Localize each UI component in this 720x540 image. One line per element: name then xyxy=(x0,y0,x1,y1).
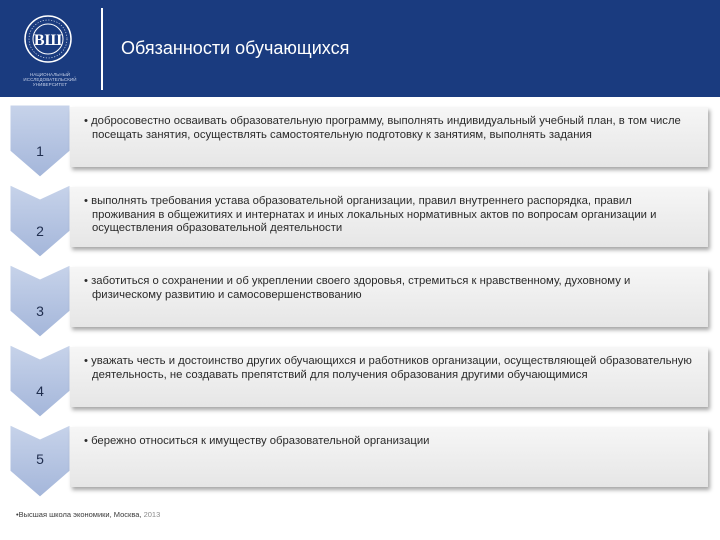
slide-header xyxy=(0,0,720,97)
item-text: • бережно относиться к имуществу образовательной организации xyxy=(84,435,430,447)
item-number: 1 xyxy=(36,143,44,159)
footer-year: 2013 xyxy=(143,510,161,519)
list-item xyxy=(0,345,720,419)
chevron-marker xyxy=(10,345,76,419)
svg-text:ВШ: ВШ xyxy=(33,32,63,49)
chevron-marker xyxy=(10,105,76,179)
list-item xyxy=(0,105,720,179)
item-band xyxy=(70,267,708,327)
item-number: 4 xyxy=(36,383,44,399)
item-text: • заботиться о сохранении и об укреплении своего здоровья, стремиться к нравственному, духовному и физическому развитию и самосовершенствованию xyxy=(84,275,631,301)
hse-logo xyxy=(0,0,100,97)
item-text: • уважать честь и достоинство других обучающихся и работников организации, осуществляющей образовательную деятельность, не создавать препятствий для получения образования другими обучающимися xyxy=(84,355,692,381)
footer xyxy=(16,510,160,519)
item-number: 3 xyxy=(36,303,44,319)
chevron-marker xyxy=(10,265,76,339)
page-title: Обязанности обучающихся xyxy=(121,38,350,58)
item-band xyxy=(70,187,708,247)
footer-text: •Высшая школа экономики, Москва, xyxy=(16,510,144,519)
item-band xyxy=(70,347,708,407)
item-text: • выполнять требования устава образовательной организации, правил внутреннего распорядка, правил проживания в общежитиях и интернатах и иных локальных нормативных актов по вопросам организации и осуществления образовательной деятельности xyxy=(84,195,657,234)
list-item xyxy=(0,185,720,259)
header-divider xyxy=(101,8,103,90)
chevron-marker xyxy=(10,185,76,259)
item-number: 5 xyxy=(36,451,44,467)
hse-emblem-icon xyxy=(23,14,73,64)
logo-caption: НАЦИОНАЛЬНЫЙ ИССЛЕДОВАТЕЛЬСКИЙ УНИВЕРСИТЕТ xyxy=(23,72,77,87)
item-band xyxy=(70,107,708,167)
item-number: 2 xyxy=(36,223,44,239)
list-item xyxy=(0,425,720,499)
list-item xyxy=(0,265,720,339)
item-text: • добросовестно осваивать образовательную программу, выполнять индивидуальный учебный план, в том числе посещать занятия, осуществлять самостоятельную подготовку к занятиям, выполнять задания xyxy=(84,115,681,141)
item-band xyxy=(70,427,708,487)
